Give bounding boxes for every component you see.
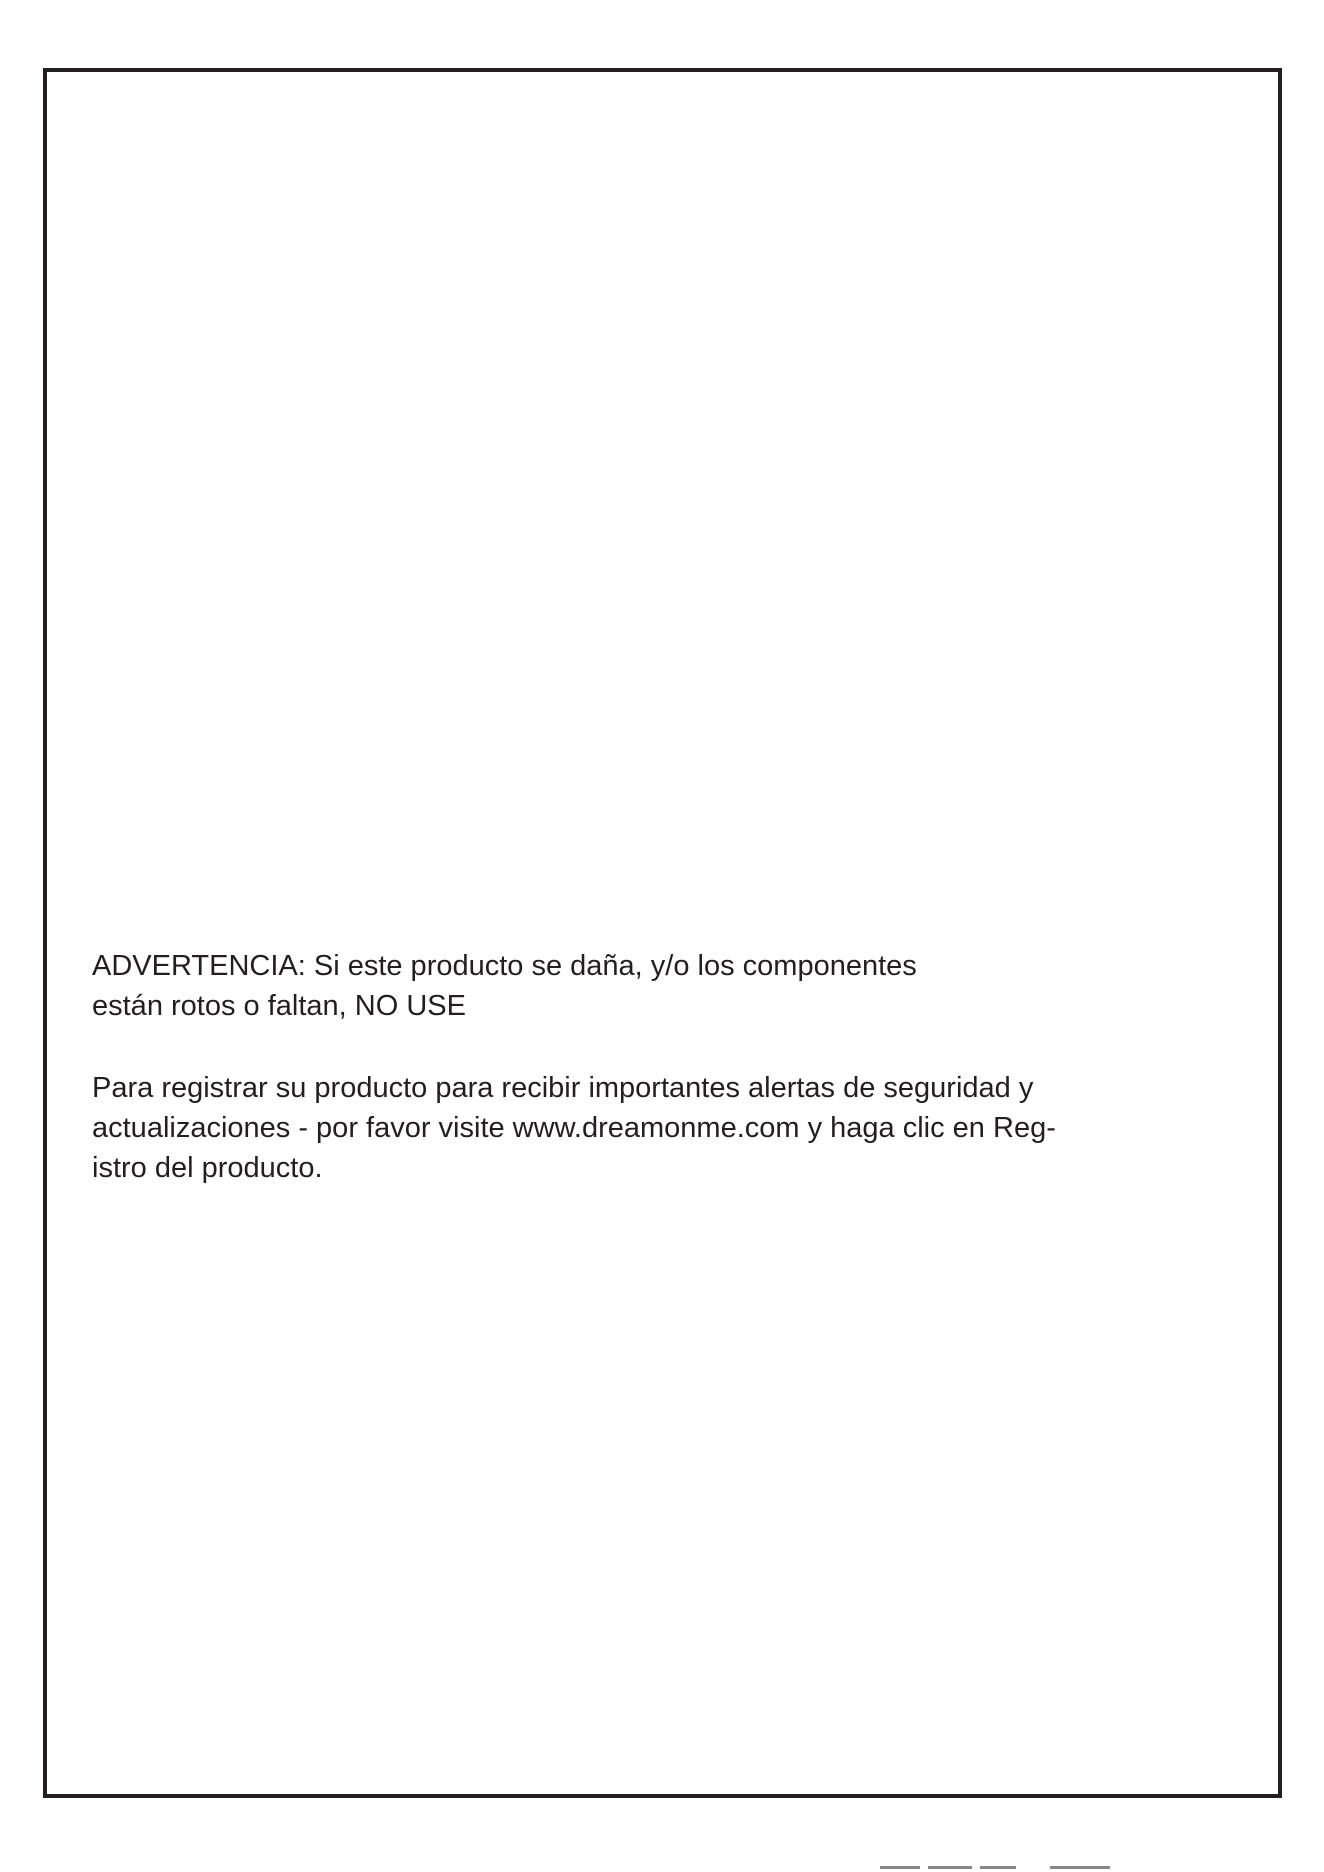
page-border: [43, 68, 1282, 1798]
warning-line-1: ADVERTENCIA: Si este producto se daña, y/o los componentes: [92, 950, 917, 982]
registration-line-3: istro del producto.: [92, 1152, 323, 1184]
registration-line-1: Para registrar su producto para recibir importantes alertas de seguridad y: [92, 1072, 1034, 1104]
warning-paragraph: [92, 946, 1222, 1026]
footer-print-marks: [880, 1863, 1140, 1872]
registration-line-2: actualizaciones - por favor visite www.dreamonme.com y haga clic en Reg-: [92, 1112, 1056, 1144]
registration-paragraph: [92, 1068, 1222, 1188]
warning-line-2: están rotos o faltan, NO USE: [92, 990, 466, 1022]
